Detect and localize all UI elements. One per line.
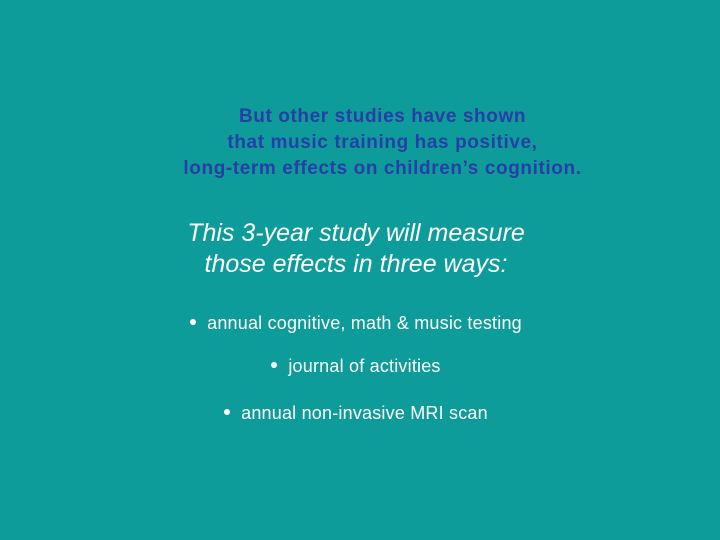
intro-text: [0, 104, 720, 182]
headline-line: This 3-year study will measure: [187, 219, 525, 247]
bullet-dot-icon: [190, 319, 196, 325]
bullet-text: journal of activities: [288, 356, 441, 376]
intro-line: But other studies have shown: [238, 106, 527, 127]
intro-line: that music training has positive,: [227, 132, 538, 153]
intro-line: long-term effects on children’s cognition.: [183, 158, 582, 179]
headline-line: those effects in three ways:: [204, 250, 508, 278]
bullet-text: annual non-invasive MRI scan: [241, 403, 488, 423]
bullet-item: [0, 312, 712, 334]
bullet-text: annual cognitive, math & music testing: [207, 313, 522, 333]
bullet-dot-icon: [224, 409, 230, 415]
bullet-item: [0, 402, 712, 424]
bullet-item: [0, 355, 712, 377]
headline: [0, 218, 712, 280]
bullet-dot-icon: [271, 362, 277, 368]
